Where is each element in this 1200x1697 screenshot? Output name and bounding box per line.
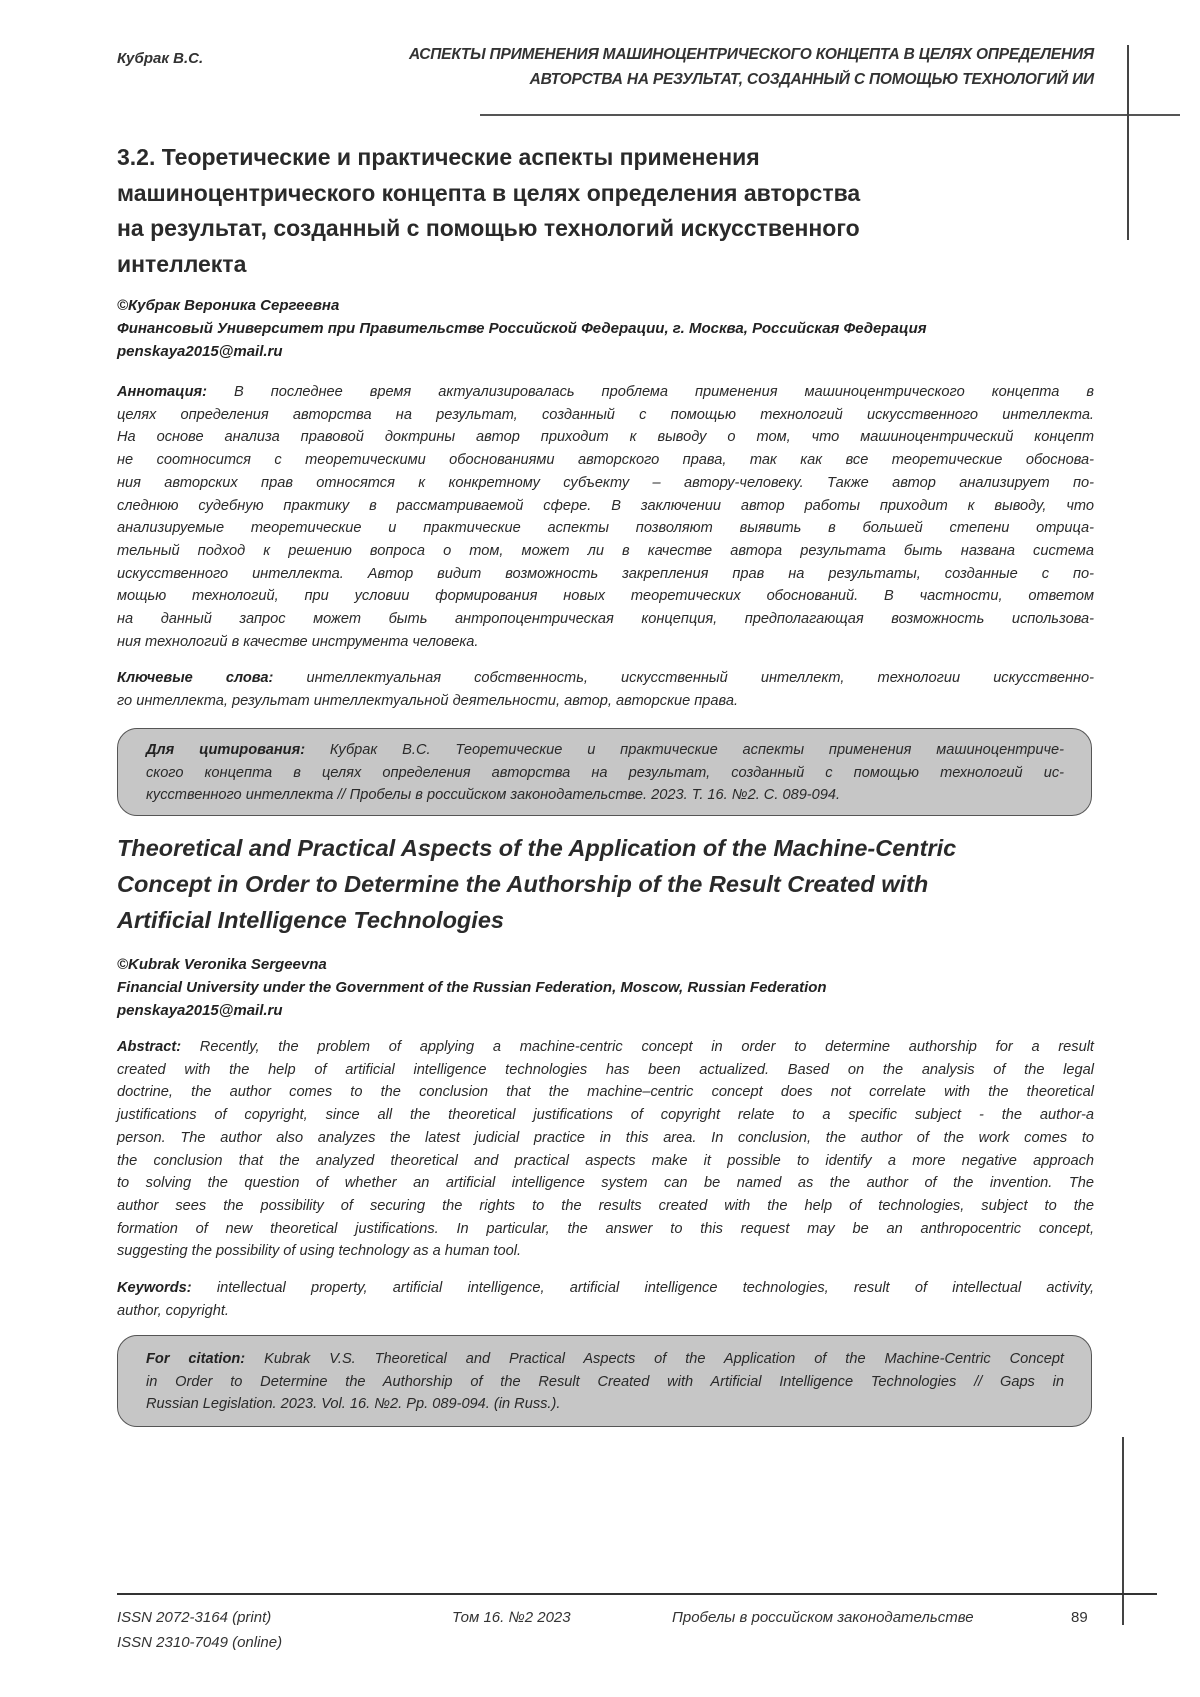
keywords-en	[117, 1277, 1094, 1322]
author-info-ru	[117, 294, 927, 363]
line-text: author sees the possibility of securing the rights to the results created with the help of technologies, subject to the	[117, 1198, 1094, 1214]
text-line	[146, 739, 1064, 762]
author-affiliation: Финансовый Университет при Правительстве Российской Федерации, г. Москва, Российская Федерация	[117, 317, 927, 340]
text-line	[117, 381, 1094, 404]
text-line	[117, 631, 1094, 654]
section-label: Ключевые слова:	[117, 670, 273, 686]
text-line	[117, 1059, 1094, 1082]
line-text: ния технологий в качестве инструмента человека.	[117, 634, 478, 650]
author-name: ©Kubrak Veronika Sergeevna	[117, 953, 827, 976]
text-line	[146, 1371, 1064, 1394]
article-title-ru	[117, 140, 860, 282]
page-number: 89	[1071, 1605, 1088, 1630]
text-line	[117, 495, 1094, 518]
text-line	[117, 585, 1094, 608]
title-line: на результат, созданный с помощью технологий искусственного	[117, 211, 860, 247]
section-label: Keywords:	[117, 1280, 192, 1296]
running-head-line: АСПЕКТЫ ПРИМЕНЕНИЯ МАШИНОЦЕНТРИЧЕСКОГО КОНЦЕПТА В ЦЕЛЯХ ОПРЕДЕЛЕНИЯ	[409, 42, 1094, 67]
line-text: На основе анализа правовой доктрины автор приходит к выводу о том, что машиноцентрический концепт	[117, 429, 1094, 445]
margin-rule-bottom	[1122, 1437, 1124, 1625]
footer-journal: Пробелы в российском законодательстве	[672, 1605, 974, 1630]
line-text: кусственного интеллекта // Пробелы в российском законодательстве. 2023. Т. 16. №2. С. 089-094.	[146, 787, 840, 803]
title-line: Concept in Order to Determine the Authorship of the Result Created with	[117, 866, 956, 902]
text-line	[117, 690, 1094, 713]
author-info-en	[117, 953, 827, 1022]
running-head-line: АВТОРСТВА НА РЕЗУЛЬТАТ, СОЗДАННЫЙ С ПОМОЩЬЮ ТЕХНОЛОГИЙ ИИ	[409, 67, 1094, 92]
citation-ru	[146, 739, 1064, 807]
title-line: Artificial Intelligence Technologies	[117, 902, 956, 938]
text-line	[117, 1104, 1094, 1127]
author-affiliation: Financial University under the Government of the Russian Federation, Moscow, Russian Federation	[117, 976, 827, 999]
text-line	[117, 540, 1094, 563]
line-text: интеллектуальная собственность, искусственный интеллект, технологии искусственно-	[273, 670, 1094, 686]
text-line	[117, 1081, 1094, 1104]
line-text: Кубрак В.С. Теоретические и практические аспекты применения машиноцентриче-	[305, 742, 1064, 758]
line-text: не соотносится с теоретическими обоснованиями авторского права, так как все теоретические обоснова-	[117, 452, 1094, 468]
text-line	[146, 762, 1064, 785]
abstract-en	[117, 1036, 1094, 1263]
line-text: мощью технологий, при условии формирования новых теоретических обоснований. В частности, ответом	[117, 588, 1094, 604]
text-line	[117, 449, 1094, 472]
line-text: на данный запрос может быть антропоцентрическая концепция, предполагающая возможность использова-	[117, 611, 1094, 627]
line-text: тельный подход к решению вопроса о том, может ли в качестве автора результата быть названа система	[117, 543, 1094, 559]
margin-rule-top	[1127, 45, 1129, 240]
line-text: the conclusion that the analyzed theoretical and practical aspects make it possible to identify a more negative approach	[117, 1153, 1094, 1169]
text-line	[117, 1300, 1094, 1323]
text-line	[117, 667, 1094, 690]
text-line	[117, 1036, 1094, 1059]
text-line	[117, 1240, 1094, 1263]
text-line	[117, 563, 1094, 586]
line-text: in Order to Determine the Authorship of the Result Created with Artificial Intelligence Technologies // Gaps in	[146, 1374, 1064, 1390]
section-label: Abstract:	[117, 1039, 181, 1055]
line-text: author, copyright.	[117, 1303, 229, 1319]
text-line	[117, 608, 1094, 631]
line-text: intellectual property, artificial intelligence, artificial intelligence technologies, result of intellectual activity,	[192, 1280, 1094, 1296]
footer-volume: Том 16. №2 2023	[452, 1605, 571, 1630]
line-text: formation of new theoretical justifications. In particular, the answer to this request may be an anthropocentric concept,	[117, 1221, 1094, 1237]
line-text: Russian Legislation. 2023. Vol. 16. №2. Pp. 089-094. (in Russ.).	[146, 1396, 560, 1412]
author-name: ©Кубрак Вероника Сергеевна	[117, 294, 927, 317]
line-text: justifications of copyright, since all the theoretical justifications of copyright relate to a specific subject - the author-a	[117, 1107, 1094, 1123]
line-text: следнюю судебную практику в рассматриваемой сфере. В заключении автор работы приходит к выводу, что	[117, 498, 1094, 514]
text-line	[117, 517, 1094, 540]
text-line	[146, 784, 1064, 807]
running-head-author: Кубрак В.С.	[117, 50, 203, 67]
text-line	[117, 1172, 1094, 1195]
text-line	[117, 404, 1094, 427]
text-line	[117, 1127, 1094, 1150]
article-title-en	[117, 830, 956, 938]
text-line	[146, 1393, 1064, 1416]
section-label: Для цитирования:	[146, 742, 305, 758]
issn-print: ISSN 2072-3164 (print)	[117, 1605, 282, 1630]
author-email: penskaya2015@mail.ru	[117, 340, 927, 363]
line-text: created with the help of artificial intelligence technologies has been actualized. Based on the analysis of the legal	[117, 1062, 1094, 1078]
line-text: анализируемые теоретические и практические аспекты позволяют выявить в большей степени отрица-	[117, 520, 1094, 536]
text-line	[117, 1150, 1094, 1173]
line-text: целях определения авторства на результат, созданный с помощью технологий искусственного интеллекта.	[117, 407, 1094, 423]
text-line	[117, 426, 1094, 449]
line-text: doctrine, the author comes to the conclusion that the machine–centric concept does not correlate with the theoretical	[117, 1084, 1094, 1100]
section-label: Аннотация:	[117, 384, 207, 400]
running-head-title	[409, 42, 1094, 92]
footer-rule	[117, 1593, 1157, 1595]
issn-online: ISSN 2310-7049 (online)	[117, 1630, 282, 1655]
line-text: искусственного интеллекта. Автор видит возможность закрепления прав на результаты, созданные с по-	[117, 566, 1094, 582]
text-line	[117, 472, 1094, 495]
author-email: penskaya2015@mail.ru	[117, 999, 827, 1022]
title-line: Theoretical and Practical Aspects of the Application of the Machine-Centric	[117, 830, 956, 866]
line-text: to solving the question of whether an artificial intelligence system can be named as the author of the invention. The	[117, 1175, 1094, 1191]
line-text: Kubrak V.S. Theoretical and Practical Aspects of the Application of the Machine-Centric Concept	[245, 1351, 1064, 1367]
text-line	[146, 1348, 1064, 1371]
citation-box-ru	[117, 728, 1092, 816]
text-line	[117, 1195, 1094, 1218]
text-line	[117, 1218, 1094, 1241]
abstract-ru	[117, 381, 1094, 653]
line-text: В последнее время актуализировалась проблема применения машиноцентрического концепта в	[207, 384, 1094, 400]
title-line: машиноцентрического концепта в целях определения авторства	[117, 176, 860, 212]
line-text: го интеллекта, результат интеллектуальной деятельности, автор, авторские права.	[117, 693, 738, 709]
line-text: person. The author also analyzes the latest judicial practice in this area. In conclusion, the author of the work comes to	[117, 1130, 1094, 1146]
line-text: ского концепта в целях определения авторства на результат, созданный с помощью технологий ис-	[146, 765, 1064, 781]
citation-en	[146, 1348, 1064, 1416]
header-rule	[480, 114, 1180, 116]
citation-box-en	[117, 1335, 1092, 1427]
section-label: For citation:	[146, 1351, 245, 1367]
text-line	[117, 1277, 1094, 1300]
line-text: suggesting the possibility of using technology as a human tool.	[117, 1243, 521, 1259]
line-text: Recently, the problem of applying a machine-centric concept in order to determine authorship for a result	[181, 1039, 1094, 1055]
keywords-ru	[117, 667, 1094, 712]
line-text: ния авторских прав относятся к конкретному субъекту – автору-человеку. Также автор анализирует по-	[117, 475, 1094, 491]
footer-issn	[117, 1605, 282, 1655]
title-line: 3.2. Теоретические и практические аспекты применения	[117, 140, 860, 176]
title-line: интеллекта	[117, 247, 860, 283]
